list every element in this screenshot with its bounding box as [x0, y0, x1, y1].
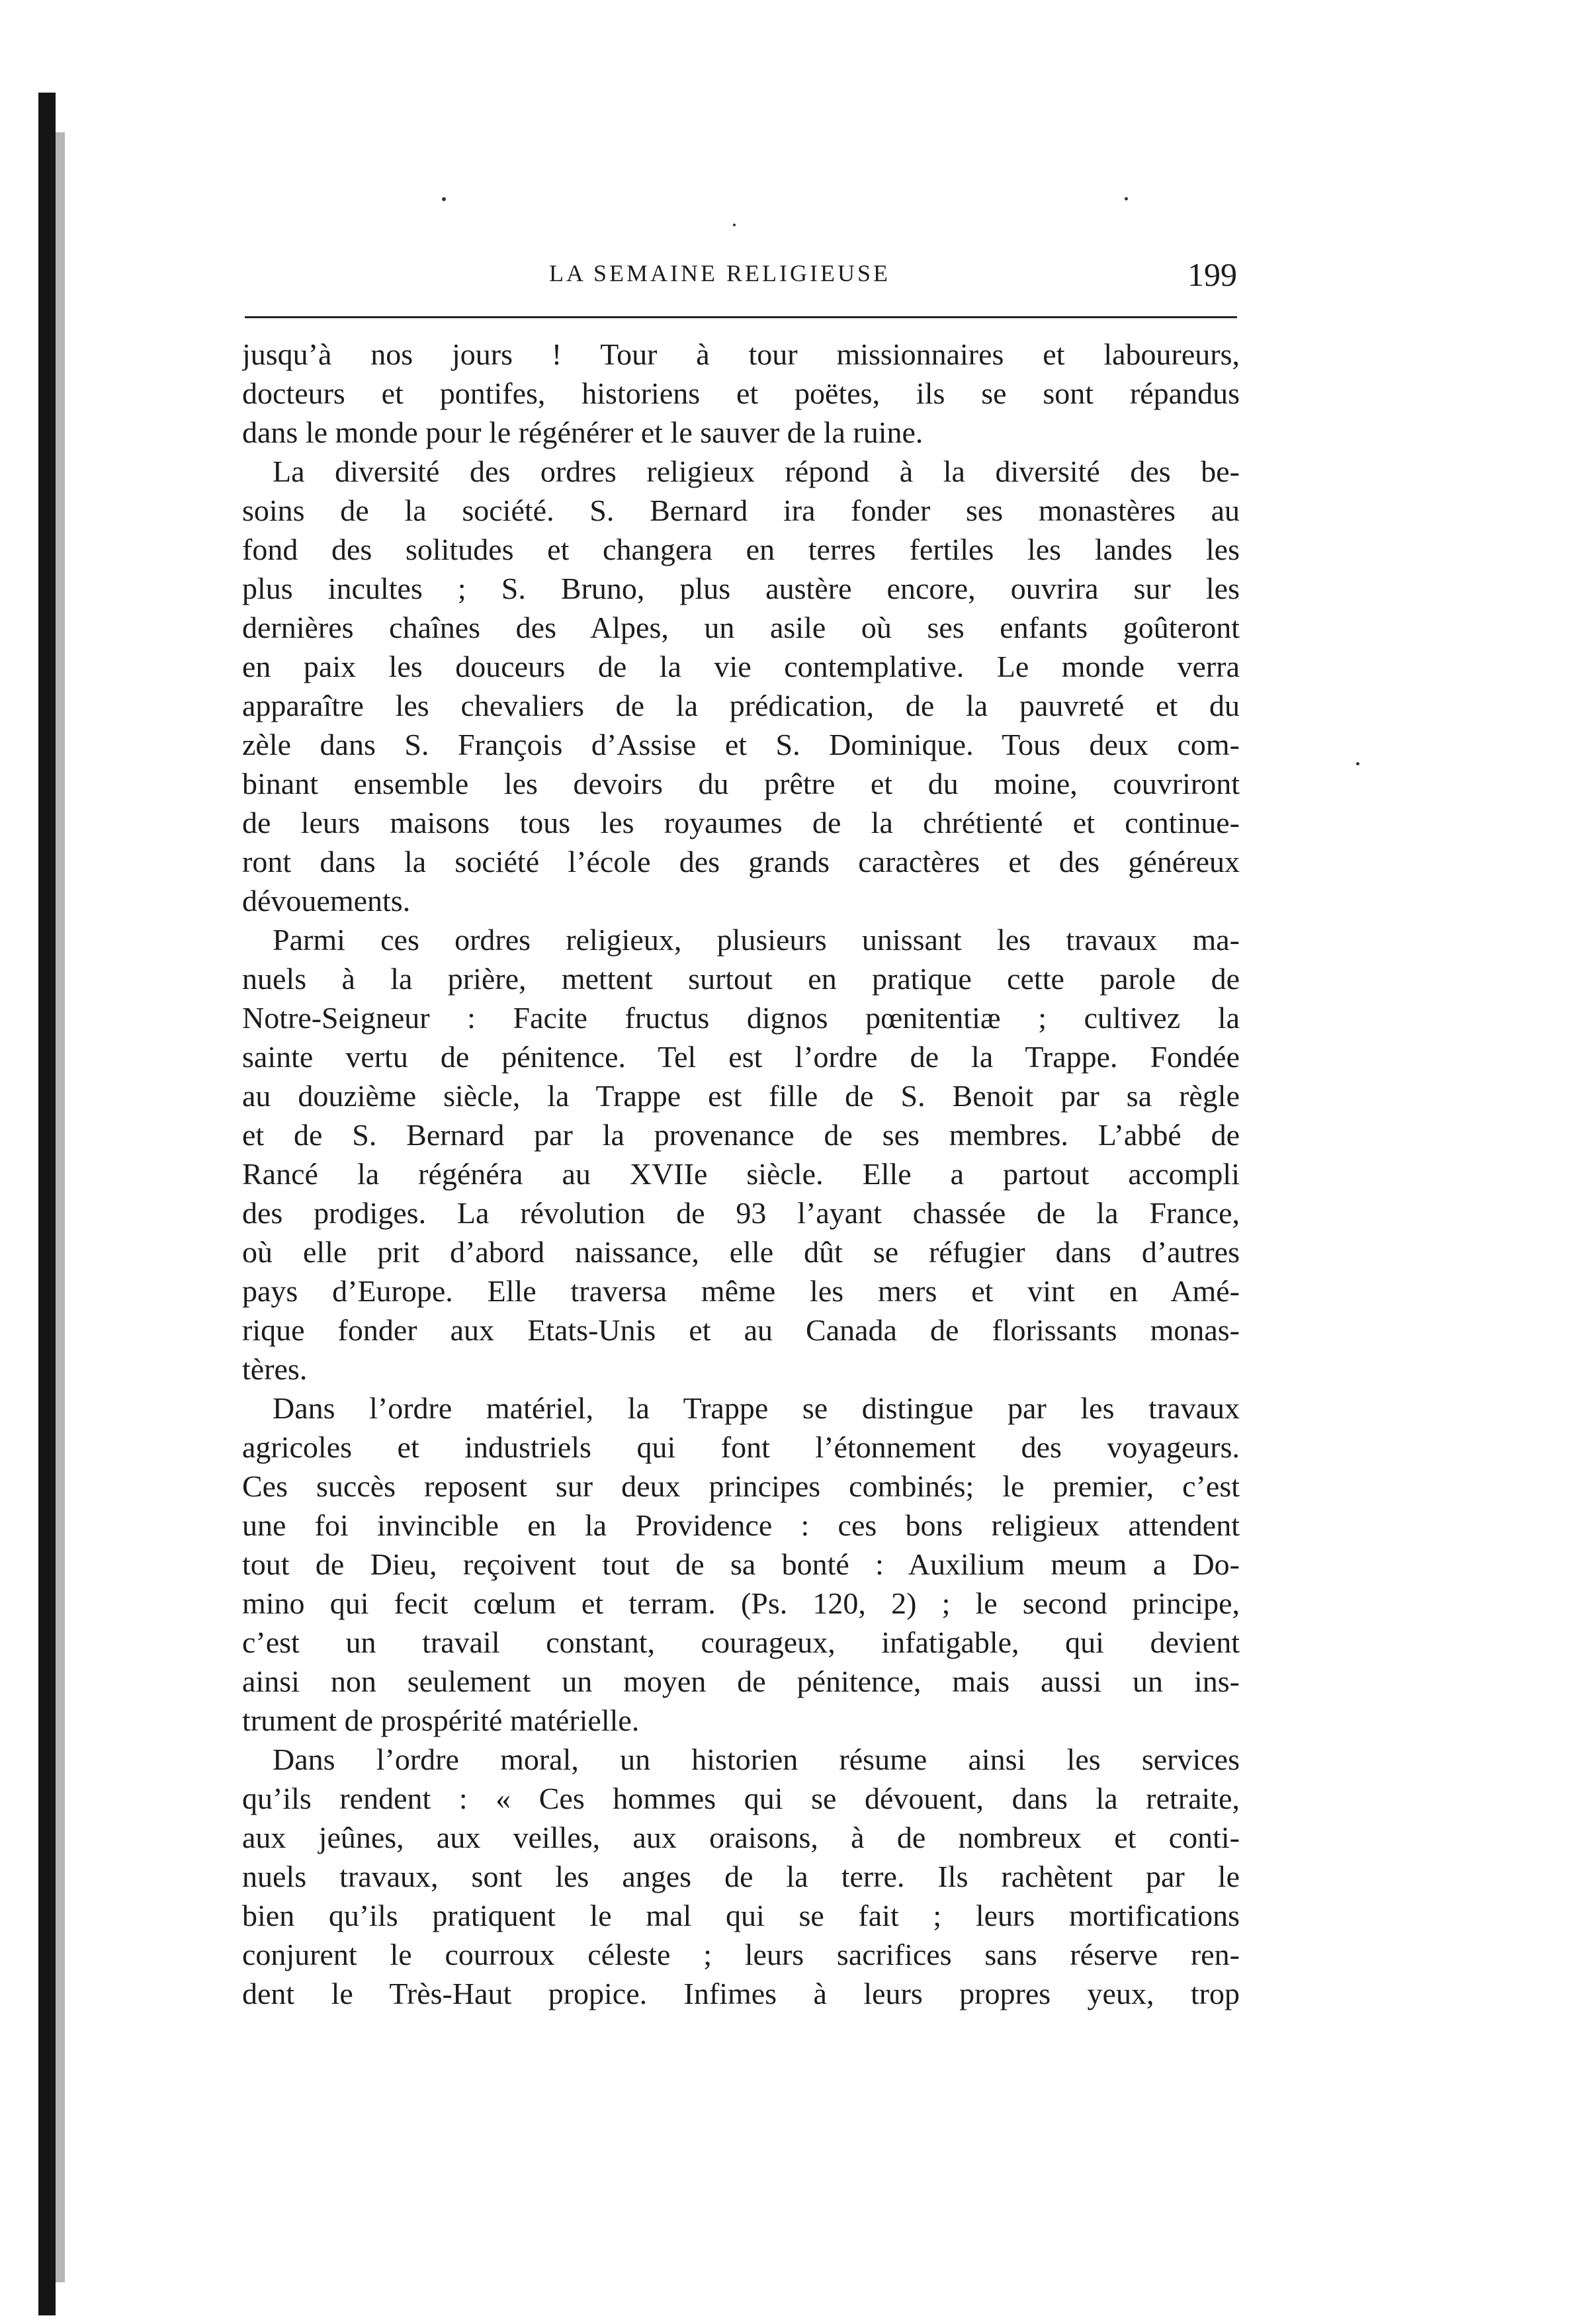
text-line: dernières chaînes des Alpes, un asile où ses enfants goûteront: [242, 611, 1240, 644]
text-line: c’est un travail constant, courageux, infatigable, qui devient: [242, 1625, 1240, 1659]
text-line: docteurs et pontifes, historiens et poëtes, ils se sont répandus: [242, 376, 1240, 410]
body-text: [242, 335, 1240, 2013]
text-line: dent le Très-Haut propice. Infimes à leurs propres yeux, trop: [242, 1977, 1240, 2010]
print-speck: [1125, 197, 1128, 200]
text-line: La diversité des ordres religieux répond à la diversité des be-: [273, 454, 1240, 488]
text-line: plus incultes ; S. Bruno, plus austère encore, ouvrira sur les: [242, 572, 1240, 605]
text-line: nuels à la prière, mettent surtout en pratique cette parole de: [242, 962, 1240, 996]
text-line: Ces succès reposent sur deux principes combinés; le premier, c’est: [242, 1469, 1240, 1503]
text-line: Dans l’ordre matériel, la Trappe se distingue par les travaux: [273, 1391, 1240, 1425]
text-line: Dans l’ordre moral, un historien résume ainsi les services: [273, 1743, 1240, 1776]
text-line: sainte vertu de pénitence. Tel est l’ordre de la Trappe. Fondée: [242, 1040, 1240, 1074]
text-line: apparaître les chevaliers de la prédication, de la pauvreté et du: [242, 689, 1240, 722]
text-line: et de S. Bernard par la provenance de ses membres. L’abbé de: [242, 1118, 1240, 1152]
text-line: une foi invincible en la Providence : ces bons religieux attendent: [242, 1508, 1240, 1542]
running-title: LA SEMAINE RELIGIEUSE: [549, 260, 890, 286]
text-line: bien qu’ils pratiquent le mal qui se fait ; leurs mortifications: [242, 1899, 1240, 1932]
text-line: zèle dans S. François d’Assise et S. Dominique. Tous deux com-: [242, 728, 1240, 761]
binding-edge-fade: [56, 132, 65, 2282]
text-line: nuels travaux, sont les anges de la terre. Ils rachètent par le: [242, 1860, 1240, 1893]
header-rule: [245, 316, 1237, 318]
text-line: qu’ils rendent : « Ces hommes qui se dévouent, dans la retraite,: [242, 1782, 1240, 1815]
text-line: ront dans la société l’école des grands caractères et des généreux: [242, 845, 1240, 879]
text-line: en paix les douceurs de la vie contemplative. Le monde verra: [242, 650, 1240, 683]
text-line: Parmi ces ordres religieux, plusieurs unissant les travaux ma-: [273, 923, 1240, 957]
text-line: des prodiges. La révolution de 93 l’ayant chassée de la France,: [242, 1196, 1240, 1230]
text-line: où elle prit d’abord naissance, elle dût se réfugier dans d’autres: [242, 1235, 1240, 1269]
text-line: ainsi non seulement un moyen de pénitence, mais aussi un ins-: [242, 1664, 1240, 1698]
text-line: tères.: [242, 1352, 308, 1386]
text-line: de leurs maisons tous les royaumes de la chrétienté et continue-: [242, 806, 1240, 839]
text-line: fond des solitudes et changera en terres fertiles les landes les: [242, 533, 1240, 566]
text-line: Notre-Seigneur : Facite fructus dignos pœnitentiæ ; cultivez la: [242, 1001, 1240, 1035]
text-line: mino qui fecit cœlum et terram. (Ps. 120, 2) ; le second principe,: [242, 1586, 1240, 1620]
text-line: soins de la société. S. Bernard ira fonder ses monastères au: [242, 494, 1240, 527]
text-line: pays d’Europe. Elle traversa même les mers et vint en Amé-: [242, 1274, 1240, 1308]
running-header: [245, 256, 1237, 306]
text-line: conjurent le courroux céleste ; leurs sacrifices sans réserve ren-: [242, 1938, 1240, 1971]
text-line: rique fonder aux Etats-Unis et au Canada de florissants monas-: [242, 1313, 1240, 1347]
print-speck: [442, 197, 446, 201]
binding-edge-shadow: [38, 93, 56, 2315]
text-line: binant ensemble les devoirs du prêtre et du moine, couvriront: [242, 767, 1240, 800]
text-line: Rancé la régénéra au XVIIe siècle. Elle a partout accompli: [242, 1157, 1240, 1191]
text-line: agricoles et industriels qui font l’étonnement des voyageurs.: [242, 1430, 1240, 1464]
text-line: dans le monde pour le régénérer et le sauver de la ruine.: [242, 415, 923, 449]
print-speck: [733, 224, 736, 226]
text-line: tout de Dieu, reçoivent tout de sa bonté : Auxilium meum a Do-: [242, 1547, 1240, 1581]
text-line: au douzième siècle, la Trappe est fille de S. Benoit par sa règle: [242, 1079, 1240, 1113]
print-speck: [1356, 762, 1359, 765]
text-line: aux jeûnes, aux veilles, aux oraisons, à de nombreux et conti-: [242, 1821, 1240, 1854]
text-line: jusqu’à nos jours ! Tour à tour missionnaires et laboureurs,: [242, 337, 1240, 371]
text-line: dévouements.: [242, 884, 411, 918]
page-number: 199: [1187, 256, 1237, 293]
text-line: trument de prospérité matérielle.: [242, 1703, 640, 1737]
